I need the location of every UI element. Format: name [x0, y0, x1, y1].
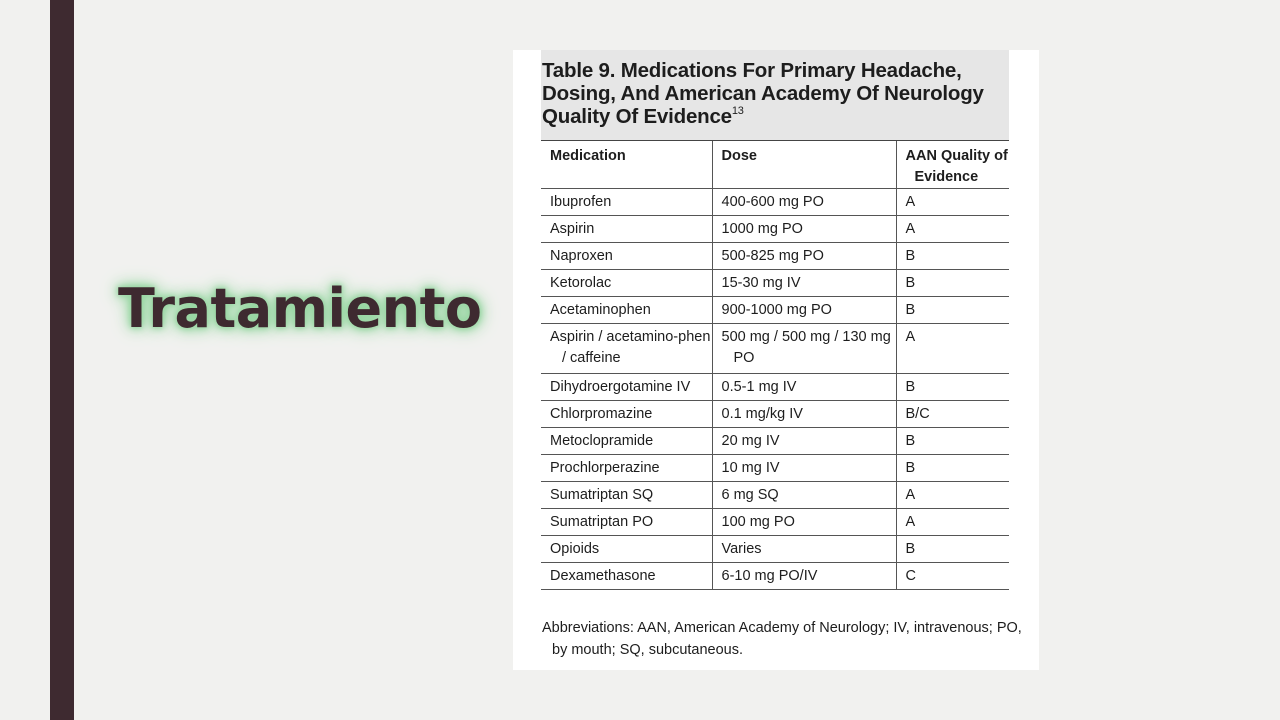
- table-row: [541, 243, 1009, 270]
- cell-quality: [896, 243, 1009, 270]
- cell-quality: [896, 401, 1009, 428]
- table-caption: [541, 50, 1009, 140]
- cell-dose: [712, 428, 896, 455]
- table-caption-text: Table 9. Medications For Primary Headache, Dosing, And American Academy Of Neurology Quality Of Evidence: [542, 59, 984, 128]
- cell-medication-text: Prochlorperazine: [550, 460, 660, 476]
- table-row: [541, 374, 1009, 401]
- slide-title: Tratamiento: [118, 277, 482, 340]
- cell-medication: [541, 563, 712, 590]
- column-header-quality-text: AAN Quality of Evidence: [905, 148, 1008, 185]
- cell-quality-text: A: [905, 329, 916, 345]
- table-row: [541, 563, 1009, 590]
- cell-quality-text: B: [905, 275, 916, 291]
- cell-dose-text: 100 mg PO: [721, 514, 795, 530]
- cell-quality-text: A: [905, 194, 916, 210]
- cell-medication: [541, 324, 712, 374]
- table-row: [541, 189, 1009, 216]
- cell-dose-text: 900-1000 mg PO: [721, 302, 832, 318]
- cell-dose-text: 400-600 mg PO: [721, 194, 824, 210]
- column-header-medication: Medication: [541, 141, 712, 189]
- cell-dose: [712, 216, 896, 243]
- cell-quality: [896, 374, 1009, 401]
- cell-medication-text: Naproxen: [550, 248, 613, 264]
- table-body: [541, 189, 1009, 590]
- cell-quality-text: A: [905, 221, 916, 237]
- table-image: [513, 50, 1039, 670]
- cell-dose-text: Varies: [721, 541, 762, 557]
- cell-medication: [541, 401, 712, 428]
- cell-quality-text: B: [905, 460, 916, 476]
- cell-dose-text: 0.1 mg/kg IV: [721, 406, 803, 422]
- table-row: [541, 324, 1009, 374]
- table-row: [541, 216, 1009, 243]
- cell-quality-text: C: [905, 568, 916, 584]
- table-row: [541, 482, 1009, 509]
- cell-dose-text: 6 mg SQ: [721, 487, 779, 503]
- cell-quality-text: B: [905, 379, 916, 395]
- cell-dose-text: 20 mg IV: [721, 433, 780, 449]
- cell-medication: [541, 536, 712, 563]
- cell-quality: [896, 563, 1009, 590]
- cell-medication: [541, 216, 712, 243]
- cell-dose: [712, 243, 896, 270]
- cell-dose-text: 15-30 mg IV: [721, 275, 801, 291]
- cell-medication-text: Chlorpromazine: [550, 406, 653, 422]
- cell-dose: [712, 297, 896, 324]
- cell-dose: [712, 482, 896, 509]
- table-row: [541, 297, 1009, 324]
- cell-medication-text: Aspirin / acetamino-phen / caffeine: [550, 329, 711, 366]
- cell-dose-text: 500-825 mg PO: [721, 248, 824, 264]
- cell-quality: [896, 297, 1009, 324]
- cell-medication-text: Sumatriptan PO: [550, 514, 654, 530]
- cell-quality: [896, 216, 1009, 243]
- cell-dose-text: 10 mg IV: [721, 460, 780, 476]
- table-footnote: Abbreviations: AAN, American Academy of Neurology; IV, intravenous; PO, by mouth; SQ, subcutaneous.: [542, 620, 1022, 658]
- cell-dose: [712, 270, 896, 297]
- cell-quality: [896, 482, 1009, 509]
- cell-dose: [712, 455, 896, 482]
- table-row: [541, 455, 1009, 482]
- cell-quality: [896, 270, 1009, 297]
- cell-dose: [712, 324, 896, 374]
- table-header-row: [541, 141, 1009, 189]
- cell-medication: [541, 455, 712, 482]
- cell-dose: [712, 374, 896, 401]
- cell-quality-text: B: [905, 248, 916, 264]
- cell-quality: [896, 428, 1009, 455]
- cell-dose-text: 500 mg / 500 mg / 130 mg PO: [721, 329, 891, 366]
- medications-table: [541, 140, 1009, 590]
- cell-medication: [541, 428, 712, 455]
- cell-quality-text: B: [905, 433, 916, 449]
- cell-quality-text: A: [905, 514, 916, 530]
- cell-dose: [712, 536, 896, 563]
- cell-medication: [541, 189, 712, 216]
- cell-medication-text: Dihydroergotamine IV: [550, 379, 691, 395]
- cell-dose-text: 6-10 mg PO/IV: [721, 568, 818, 584]
- cell-medication: [541, 297, 712, 324]
- table-row: [541, 401, 1009, 428]
- column-header-dose: Dose: [712, 141, 896, 189]
- cell-medication-text: Sumatriptan SQ: [550, 487, 654, 503]
- cell-quality-text: B/C: [905, 406, 930, 422]
- cell-quality: [896, 536, 1009, 563]
- cell-dose: [712, 563, 896, 590]
- cell-medication: [541, 374, 712, 401]
- cell-quality: [896, 455, 1009, 482]
- cell-dose: [712, 189, 896, 216]
- cell-quality-text: A: [905, 487, 916, 503]
- cell-medication: [541, 482, 712, 509]
- table-row: [541, 509, 1009, 536]
- cell-medication-text: Opioids: [550, 541, 600, 557]
- table-row: [541, 428, 1009, 455]
- cell-medication: [541, 243, 712, 270]
- column-header-quality: [896, 141, 1009, 189]
- caption-reference: 13: [731, 105, 744, 117]
- cell-quality-text: B: [905, 541, 916, 557]
- cell-medication-text: Dexamethasone: [550, 568, 656, 584]
- cell-medication: [541, 509, 712, 536]
- cell-quality: [896, 324, 1009, 374]
- cell-medication-text: Ibuprofen: [550, 194, 612, 210]
- cell-medication-text: Ketorolac: [550, 275, 612, 291]
- table-row: [541, 270, 1009, 297]
- cell-medication-text: Metoclopramide: [550, 433, 654, 449]
- cell-medication-text: Acetaminophen: [550, 302, 651, 318]
- cell-medication: [541, 270, 712, 297]
- cell-dose: [712, 509, 896, 536]
- accent-bar: [50, 0, 74, 720]
- cell-quality: [896, 189, 1009, 216]
- cell-quality: [896, 509, 1009, 536]
- cell-dose: [712, 401, 896, 428]
- cell-dose-text: 1000 mg PO: [721, 221, 803, 237]
- cell-quality-text: B: [905, 302, 916, 318]
- table-row: [541, 536, 1009, 563]
- cell-dose-text: 0.5-1 mg IV: [721, 379, 797, 395]
- cell-medication-text: Aspirin: [550, 221, 595, 237]
